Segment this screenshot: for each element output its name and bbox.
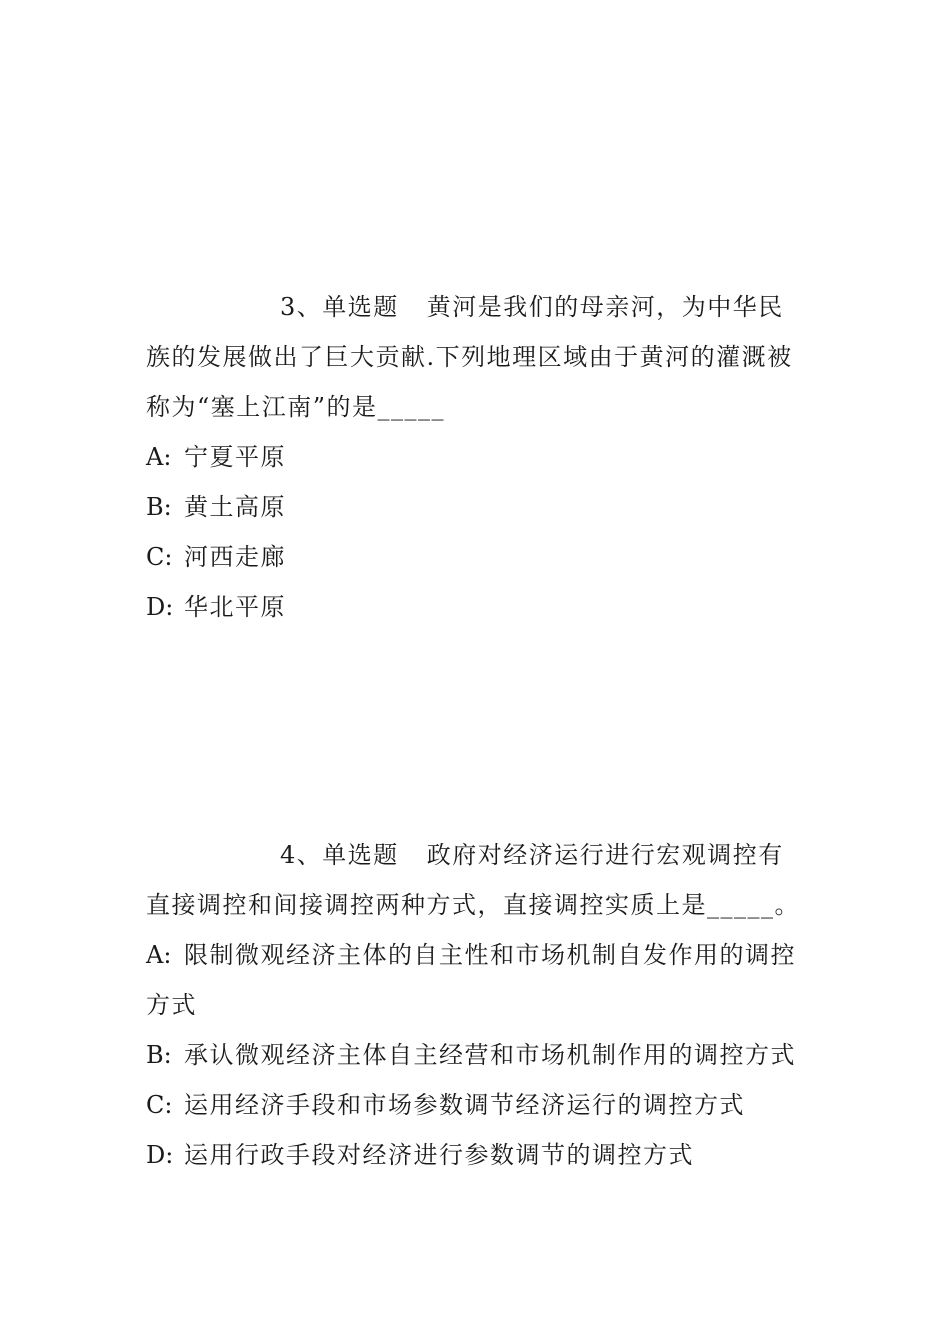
option-text: 河西走廊 — [184, 543, 286, 571]
option-key: C: — [146, 543, 173, 571]
option-text: 华北平原 — [184, 593, 286, 621]
option-key: B: — [146, 1041, 172, 1069]
question-number: 3、 — [280, 293, 323, 321]
question-type: 单选题 — [322, 293, 399, 321]
question-number: 4、 — [280, 841, 323, 869]
question-3 — [146, 282, 808, 632]
option-b[interactable] — [146, 1030, 808, 1080]
option-c[interactable] — [146, 532, 808, 582]
question-stem — [146, 282, 808, 432]
option-d[interactable] — [146, 1130, 808, 1180]
option-a[interactable] — [146, 930, 808, 1030]
option-d[interactable] — [146, 582, 808, 632]
question-text: 黄河是我们的母亲河，为中华民族的发展做出了巨大贡献.下列地理区域由于黄河的灌溉被称为“塞上江南”的是_____ — [146, 293, 793, 421]
option-text: 限制微观经济主体的自主性和市场机制自发作用的调控方式 — [146, 941, 796, 1019]
option-text: 运用行政手段对经济进行参数调节的调控方式 — [184, 1141, 694, 1169]
option-text: 承认微观经济主体自主经营和市场机制作用的调控方式 — [184, 1041, 796, 1069]
option-key: C: — [146, 1091, 173, 1119]
option-key: A: — [146, 941, 172, 969]
option-text: 宁夏平原 — [184, 443, 286, 471]
option-key: D: — [146, 593, 174, 621]
option-key: B: — [146, 493, 172, 521]
question-4 — [146, 830, 808, 1180]
option-key: A: — [146, 443, 172, 471]
option-key: D: — [146, 1141, 174, 1169]
question-text: 政府对经济运行进行宏观调控有直接调控和间接调控两种方式，直接调控实质上是_____。 — [146, 841, 800, 919]
option-text: 运用经济手段和市场参数调节经济运行的调控方式 — [184, 1091, 745, 1119]
option-b[interactable] — [146, 482, 808, 532]
option-a[interactable] — [146, 432, 808, 482]
option-text: 黄土高原 — [184, 493, 286, 521]
question-type: 单选题 — [322, 841, 399, 869]
question-stem — [146, 830, 808, 930]
option-c[interactable] — [146, 1080, 808, 1130]
